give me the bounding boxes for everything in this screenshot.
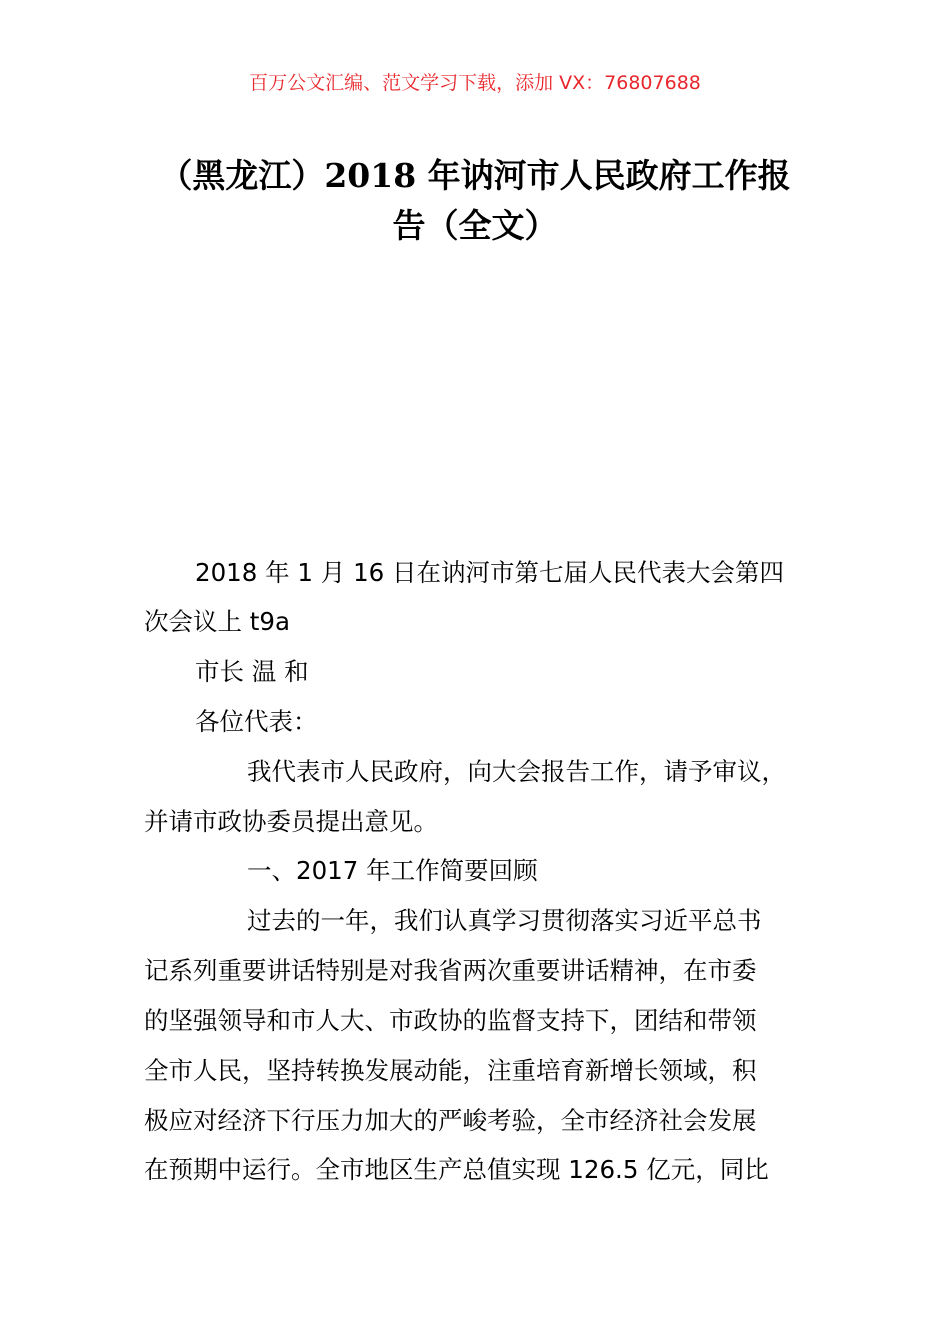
document-title-line-2: 告（全文） — [392, 206, 558, 245]
body-line: 全市人民，坚持转换发展动能，注重培育新增长领域，积 — [144, 1056, 757, 1085]
promo-banner: 百万公文汇编、范文学习下载，添加 VX：76807688 — [249, 72, 701, 94]
body-line: 各位代表： — [195, 707, 318, 736]
body-line: 2018 年 1 月 16 日在讷河市第七届人民代表大会第四 — [195, 558, 785, 587]
body-line: 市长 温 和 — [195, 657, 309, 686]
body-line: 过去的一年，我们认真学习贯彻落实习近平总书 — [247, 906, 762, 935]
body-line: 并请市政协委员提出意见。 — [144, 807, 438, 836]
body-line: 我代表市人民政府，向大会报告工作，请予审议， — [247, 757, 786, 786]
body-line: 在预期中运行。全市地区生产总值实现 126.5 亿元，同比 — [144, 1155, 769, 1184]
section-heading: 一、2017 年工作简要回顾 — [247, 856, 538, 885]
document-title-line-1: （黑龙江）2018 年讷河市人民政府工作报 — [159, 156, 791, 195]
body-line: 次会议上 t9a — [144, 607, 290, 636]
body-line: 极应对经济下行压力加大的严峻考验，全市经济社会发展 — [144, 1106, 757, 1135]
body-line: 记系列重要讲话特别是对我省两次重要讲话精神，在市委 — [144, 956, 757, 985]
body-line: 的坚强领导和市人大、市政协的监督支持下，团结和带领 — [144, 1006, 757, 1035]
